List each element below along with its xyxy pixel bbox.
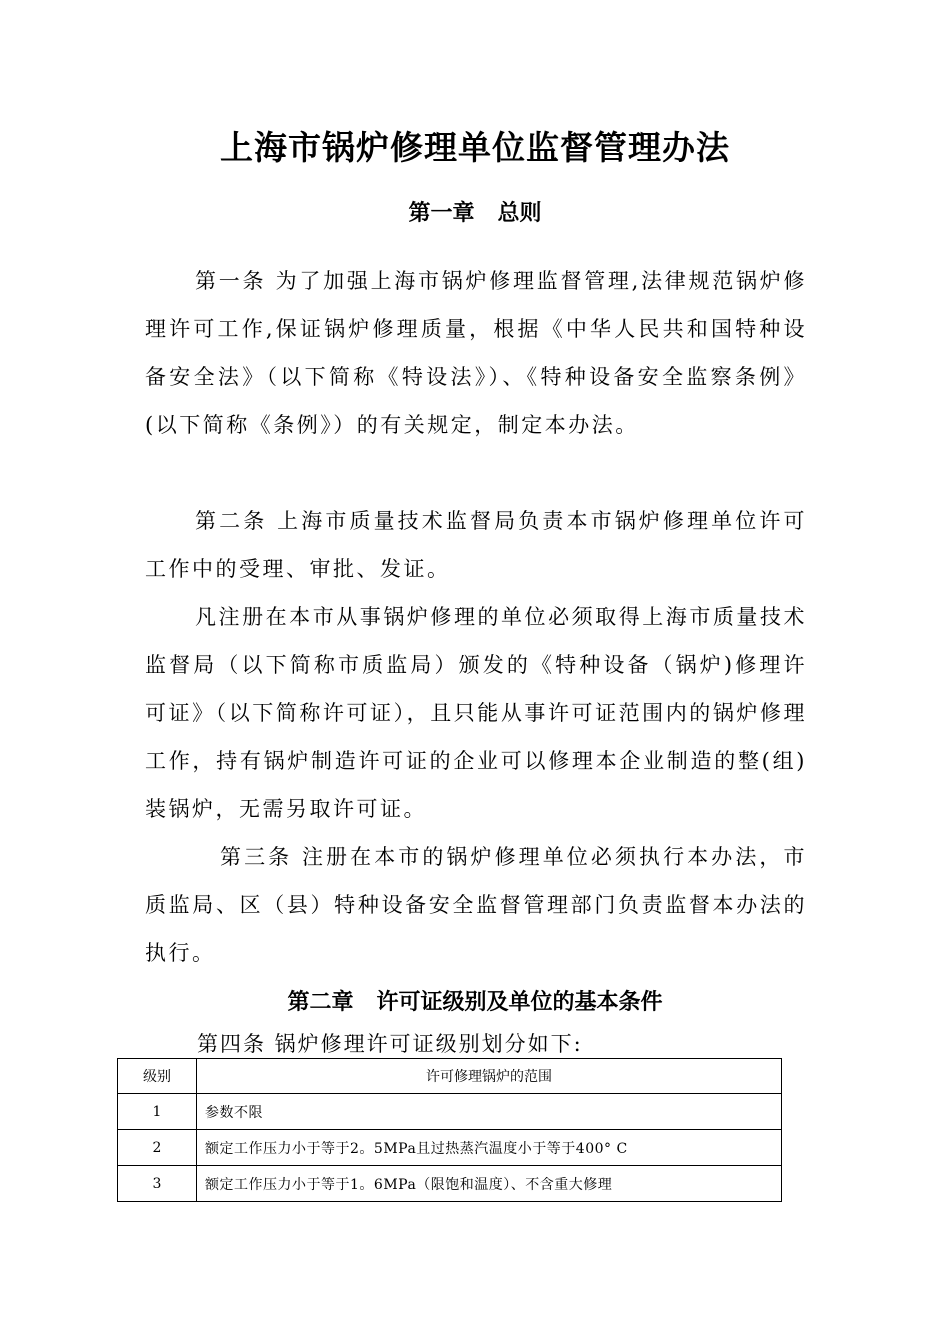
chapter-1-heading: 第一章 总则 [408,201,542,226]
column-header-level: 级别 [118,1059,197,1094]
license-level-table [117,1058,782,1202]
article-4-intro: 第四条 锅炉修理许可证级别划分如下: [197,1032,583,1056]
level-cell: 1 [118,1094,197,1130]
article-3: 第三条 注册在本市的锅炉修理单位必须执行本办法，市质监局、区（县）特种设备安全监督管理部门负责监督本办法的执行。 [145,845,807,965]
table-row [118,1130,782,1166]
article-1: 第一条 为了加强上海市锅炉修理监督管理,法律规范锅炉修理许可工作,保证锅炉修理质量，根据《中华人民共和国特种设备安全法》（以下简称《特设法》）、《特种设备安全监察条例》(以下简称《条例》）的有关规定，制定本办法。 [145,269,807,437]
scope-cell: 额定工作压力小于等于1。6MPa（限饱和温度）、不含重大修理 [197,1166,782,1202]
table-header-row [118,1059,782,1094]
article-2: 第二条 上海市质量技术监督局负责本市锅炉修理单位许可工作中的受理、审批、发证。 [145,509,807,581]
column-header-scope: 许可修理锅炉的范围 [197,1059,782,1094]
scope-cell: 参数不限 [197,1094,782,1130]
article-2-continuation: 凡注册在本市从事锅炉修理的单位必须取得上海市质量技术监督局（以下简称市质监局）颁发的《特种设备（锅炉)修理许可证》（以下简称许可证），且只能从事许可证范围内的锅炉修理工作，持有锅炉制造许可证的企业可以修理本企业制造的整(组)装锅炉，无需另取许可证。 [145,605,807,821]
table-row [118,1094,782,1130]
scope-cell: 额定工作压力小于等于2。5MPa且过热蒸汽温度小于等于400° C [197,1130,782,1166]
level-cell: 3 [118,1166,197,1202]
level-cell: 2 [118,1130,197,1166]
document-title: 上海市锅炉修理单位监督管理办法 [220,128,730,167]
chapter-2-heading: 第二章 许可证级别及单位的基本条件 [287,990,663,1015]
table-row [118,1166,782,1202]
